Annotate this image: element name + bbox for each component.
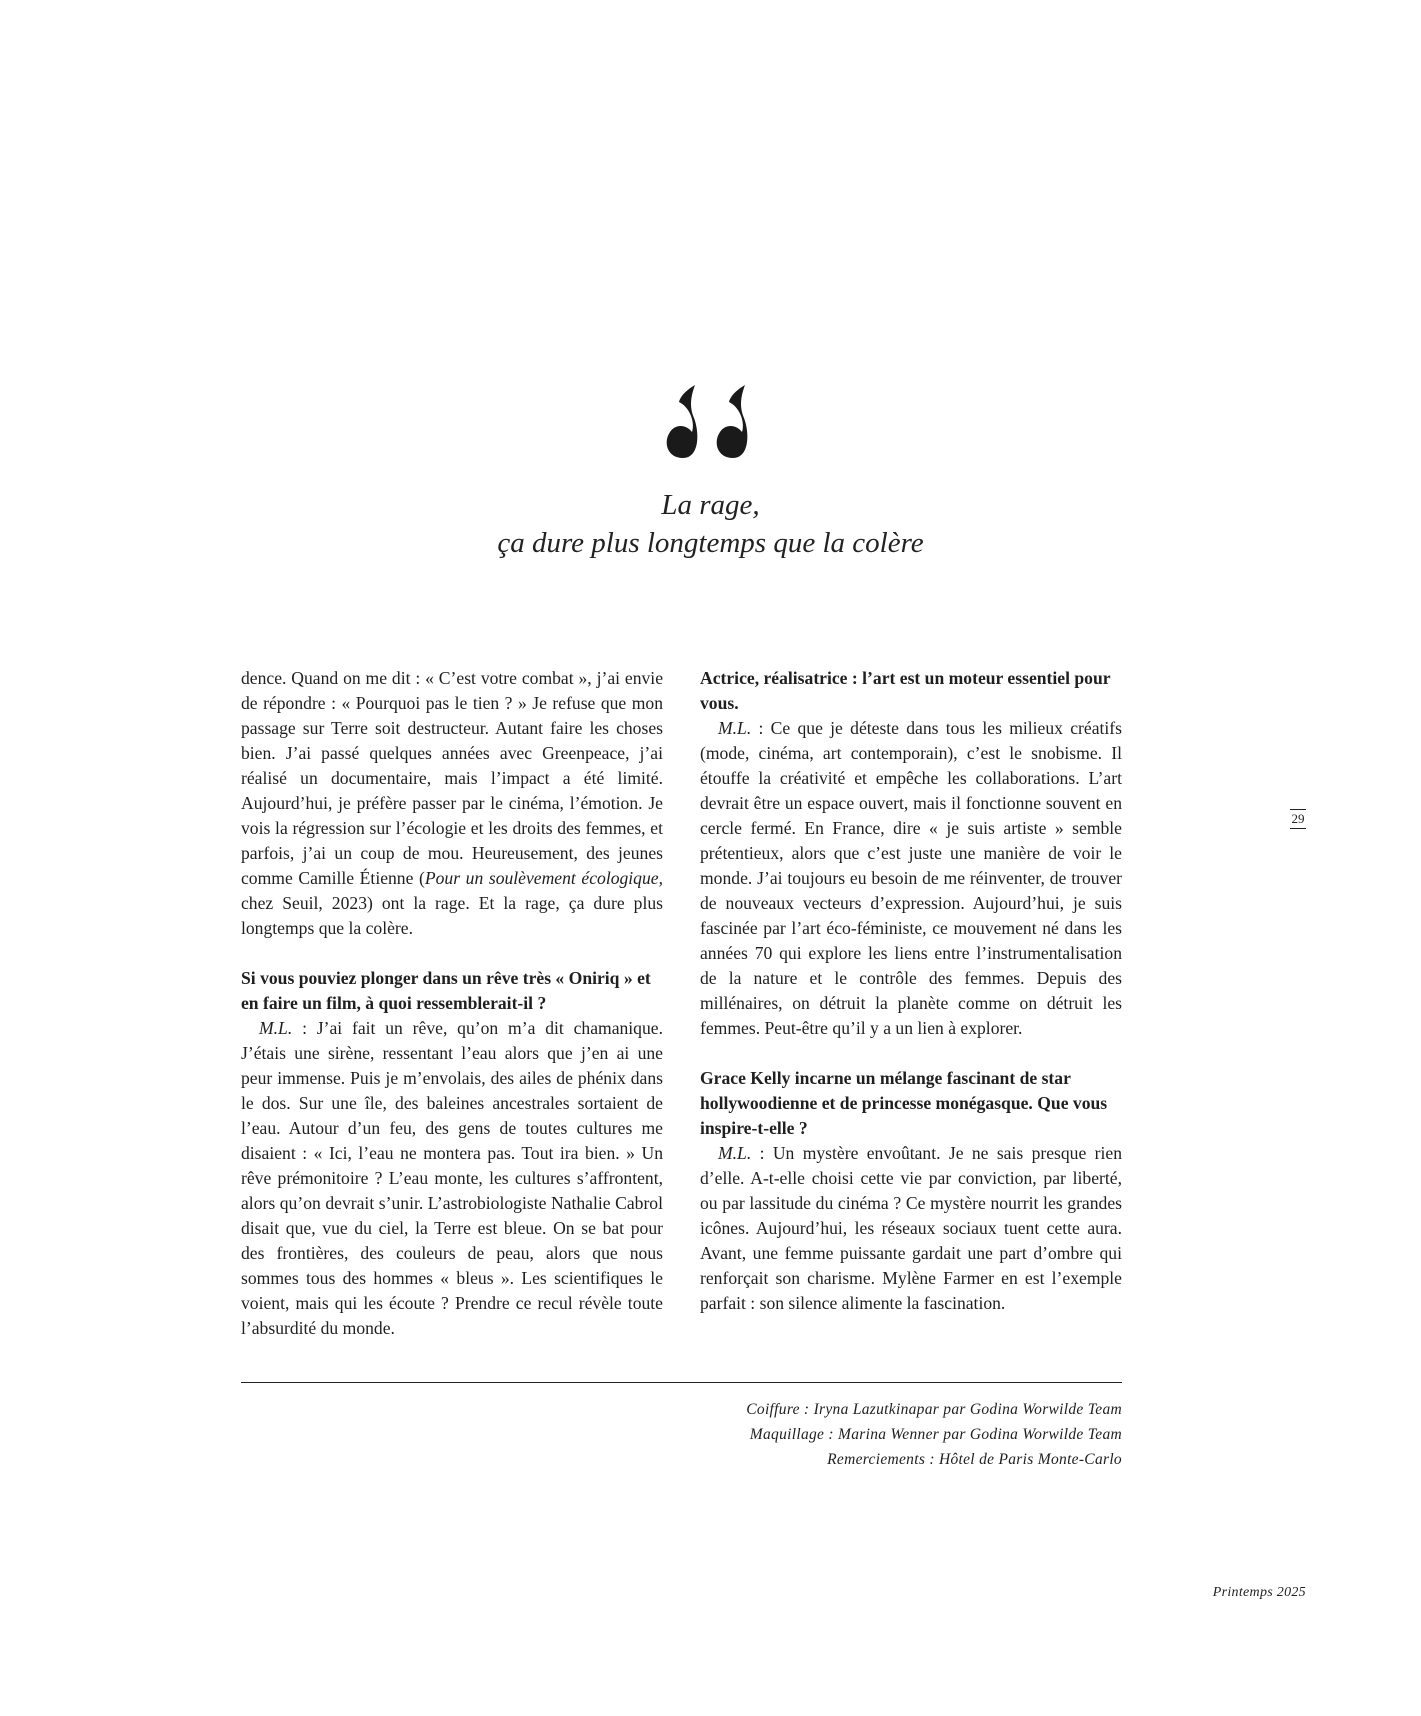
open-quote-icon bbox=[661, 380, 761, 460]
interview-question: Si vous pouviez plonger dans un rêve très « Oniriq » et en faire un film, à quoi ressemblerait-il ? bbox=[241, 968, 651, 1013]
answer-text: : Un mystère envoûtant. Je ne sais presque rien d’elle. A-t-elle choisi cette vie par conviction, par liberté, ou par lassitude du cinéma ? Ce mystère nourrit les grandes icônes. Aujourd’hui, les réseaux sociaux tuent cette aura. Avant, une femme puissante gardait une part d’ombre qui renforçait son charisme. Mylène Farmer en est l’exemple parfait : son silence alimente la fascination. bbox=[700, 1143, 1122, 1313]
interview-answer bbox=[700, 1141, 1122, 1316]
credit-line: Maquillage : Marina Wenner par Godina Worwilde Team bbox=[749, 1426, 1122, 1443]
page-number-text: 29 bbox=[1291, 811, 1305, 826]
interview-question: Grace Kelly incarne un mélange fascinant de star hollywoodienne et de princesse monégasque. Que vous inspire-t-elle ? bbox=[700, 1068, 1108, 1138]
paragraph-text: dence. Quand on me dit : « C’est votre combat », j’ai envie de répondre : « Pourquoi pas le tien ? » Je refuse que mon passage sur Terre soit destructeur. Autant faire les choses bien. J’ai passé quelques années avec Greenpeace, j’ai réalisé un documentaire, mais l’impact a été limité. Aujourd’hui, je préfère passer par le cinéma, l’émotion. Je vois la régression sur l’écologie et les droits des femmes, et parfois, j’ai un coup de mou. Heureusement, des jeunes comme Camille Étienne ( bbox=[241, 668, 663, 888]
article-column-right bbox=[700, 666, 1122, 1316]
speaker-initials: M.L. bbox=[718, 1143, 752, 1163]
speaker-initials: M.L. bbox=[718, 718, 752, 738]
body-paragraph bbox=[241, 666, 663, 941]
article-column-left bbox=[241, 666, 663, 1341]
credit-line: Remerciements : Hôtel de Paris Monte-Carlo bbox=[827, 1451, 1122, 1468]
answer-text: : Ce que je déteste dans tous les milieux créatifs (mode, cinéma, art contemporain), c’est le snobisme. Il étouffe la créativité et empêche les collaborations. L’art devrait être un espace ouvert, mais il fonctionne souvent en cercle fermé. En France, dire « je suis artiste » semble prétentieux, alors que c’est juste une manière de voir le monde. J’ai toujours eu besoin de me réinventer, de trouver de nouveaux vecteurs d’expression. Aujourd’hui, je suis fascinée par l’art éco-féministe, ce mouvement né dans les années 70 qui explore les liens entre l’instrumentalisation de la nature et le contrôle des femmes. Depuis des millénaires, on détruit la planète comme on détruit les femmes. Peut-être qu’il y a un lien à explorer. bbox=[700, 718, 1122, 1038]
page-number-rule-bottom bbox=[1290, 828, 1306, 829]
answer-text: : J’ai fait un rêve, qu’on m’a dit chamanique. J’étais une sirène, ressentant l’eau alors que j’en ai une peur immense. Puis je m’envolais, des ailes de phénix dans le dos. Sur une île, des baleines ancestrales sortaient de l’eau. Autour d’un feu, des gens de toutes cultures me disaient : « Ici, l’eau ne montera pas. Tout ira bien. » Un rêve prémonitoire ? L’eau monte, les cultures s’affrontent, alors qu’on devrait s’unir. L’astrobiologiste Nathalie Cabrol disait que, vue du ciel, la Terre est bleue. On se bat pour des frontières, des couleurs de peau, alors que nous sommes tous des hommes « bleus ». Les scientifiques le voient, mais qui les écoute ? Prendre ce recul révèle toute l’absurdité du monde. bbox=[241, 1018, 663, 1338]
book-title: Pour un soulèvement écologique, bbox=[424, 868, 663, 888]
speaker-initials: M.L. bbox=[259, 1018, 293, 1038]
pull-quote bbox=[0, 380, 1421, 562]
pull-quote-line-2: ça dure plus longtemps que la colère bbox=[497, 527, 924, 559]
photo-credits bbox=[746, 1397, 1122, 1472]
paragraph-text: chez Seuil, 2023) ont la rage. Et la rage, ça dure plus longtemps que la colère. bbox=[241, 893, 663, 938]
interview-answer bbox=[241, 1016, 663, 1341]
pull-quote-line-1: La rage, bbox=[661, 489, 760, 521]
page-number bbox=[1290, 809, 1306, 829]
interview-answer bbox=[700, 716, 1122, 1041]
interview-question: Actrice, réalisatrice : l’art est un moteur essentiel pour vous. bbox=[700, 668, 1111, 713]
pull-quote-text bbox=[0, 486, 1421, 562]
issue-label: Printemps 2025 bbox=[1212, 1585, 1306, 1600]
credits-divider bbox=[241, 1382, 1122, 1383]
credit-line: Coiffure : Iryna Lazutkinapar par Godina Worwilde Team bbox=[746, 1401, 1122, 1418]
